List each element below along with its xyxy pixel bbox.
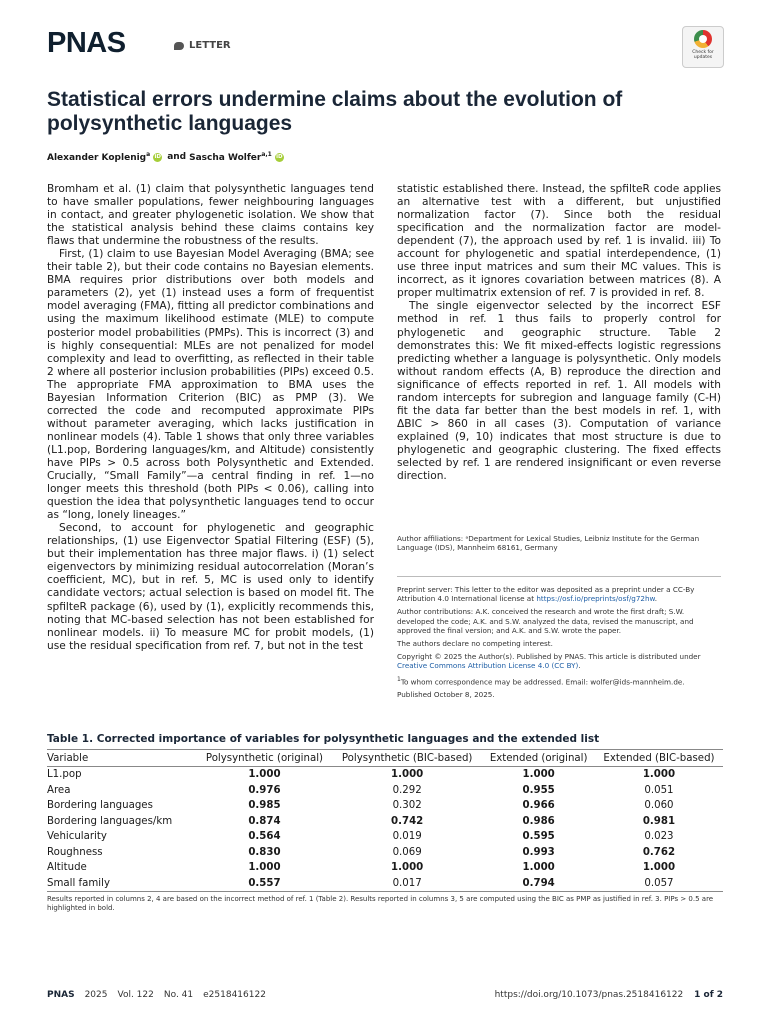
license-link[interactable]: Creative Commons Attribution License 4.0 (CC BY) [397, 661, 579, 671]
footer-journal: PNAS [47, 990, 75, 1000]
table-cell-value: 0.981 [642, 815, 676, 827]
footer-article-id: e2518416122 [203, 990, 266, 1000]
page-number: 1 of 2 [694, 990, 723, 1000]
table-cell-variable: Bordering languages/km [47, 815, 173, 827]
table-cell-value: 0.993 [522, 846, 555, 858]
orcid-icon[interactable]: iD [276, 153, 283, 160]
badge-text: Check for updates [692, 50, 714, 60]
table-cell-variable: Roughness [47, 846, 103, 858]
journal-logo: PNAS [47, 27, 126, 59]
table-cell-value: 1.000 [391, 862, 424, 874]
table-cell-value: 0.051 [644, 784, 674, 796]
table-cell-value: 0.069 [392, 846, 422, 858]
table-cell-value: 0.292 [392, 784, 422, 796]
footer-number: No. 41 [163, 990, 194, 1000]
table-cell-value: 0.976 [248, 784, 281, 796]
table-cell-value: 1.000 [642, 862, 676, 874]
competing-interest-note: The authors declare no competing interest. [397, 639, 553, 649]
table-cell-value: 0.060 [644, 800, 674, 812]
table-cell-value: 0.794 [482, 876, 595, 892]
table-cell-value: 0.595 [522, 831, 555, 843]
paragraph: First, (1) claim to use Bayesian Model Averaging (BMA; see their table 2), but their code contains no Bayesian elements. BMA requires prior distributions over both models and parameters (2), yet (1) instead uses a form of frequentist model averaging (FMA), fitting all predictor combinations and using the maximum likelihood estimate (MLE) to compute posterior model probabilities (PMPs). This is incorrect (3) and is highly consequential: MLEs are not penalized for model complexity and lead to overfitting, as reflected in their table 2 where all posterior inclusion probabilities (PIPs) exceed 0.5. The appropriate FMA approximation to BMA uses the Bayesian Information Criterion (BIC) as PMP (3). We corrected the code and recomputed approximate PIPs without parameter averaging, which lacks justification in nonlinear models (4). Table 1 shows that only three variables (L1.pop, Bordering languages/km, and Altitude) consistently have PIPs > 0.5 across both Polysynthetic and Extended. Crucially, “Small Family”—a central finding in ref. 1—no longer meets this threshold (both PIPs < 0.06), calling into question the idea that polysynthetic languages tend to occur as “long, lonely lineages.” [47, 248, 374, 522]
doi-link[interactable]: https://doi.org/10.1073/pnas.2518416122 [494, 990, 684, 1000]
table-row [47, 876, 723, 892]
table-cell-variable: Bordering languages [47, 800, 153, 812]
preprint-link[interactable]: https://osf.io/preprints/osf/g72hw [536, 594, 655, 604]
author-2[interactable]: Sascha Wolfer$^{a,1}$ [189, 151, 272, 163]
table-cell-value: 0.023 [644, 831, 674, 843]
footer-volume: Vol. 122 [117, 990, 154, 1000]
results-table [47, 749, 723, 892]
column-header: Polysynthetic (BIC-based) [332, 750, 482, 767]
update-badge-icon [694, 30, 712, 48]
author-affiliations: Author affiliations: ᵃDepartment for Lexical Studies, Leibniz Institute for the German Language (IDS), Mannheim 68161, Germany [397, 534, 700, 553]
article-title: Statistical errors undermine claims about the evolution of polysynthetic languages [47, 88, 623, 135]
table-cell-value: 0.557 [197, 876, 332, 892]
table-cell-value: 1.000 [391, 769, 424, 781]
table-cell-value: 0.966 [522, 800, 555, 812]
body-column-right [397, 183, 721, 483]
table-cell-value: 0.986 [522, 815, 555, 827]
table-cell-value: 0.057 [595, 876, 723, 892]
table-cell-value: 1.000 [522, 769, 555, 781]
column-header: Variable [47, 750, 197, 767]
table-row [47, 783, 723, 799]
table-cell-value: 1.000 [522, 862, 555, 874]
column-header: Polysynthetic (original) [197, 750, 332, 767]
table-row [47, 814, 723, 830]
table-cell-value: 0.302 [392, 800, 422, 812]
table-cell-variable: Small family [47, 876, 197, 892]
table-cell-value: 1.000 [248, 862, 281, 874]
paragraph: Bromham et al. (1) claim that polysynthetic languages tend to have smaller populations, fewer neighbouring languages in contact, and greater phylogenetic isolation. We show that the statistical analysis behind these claims contains key flaws that undermine the robustness of the results. [47, 183, 374, 248]
correspondence-note: $^1$To whom correspondence may be addressed. Email: wolfer@ids-mannheim.de. [397, 675, 685, 687]
paragraph: statistic established there. Instead, the spfilteR code applies an alternative test with a different, but unjustified normalization factor (7). Since both the residual specification and the normalization factor are model-dependent (7), the approach used by ref. 1 is invalid. iii) To account for phylogenetic and spatial interdependence, (1) use three input matrices and sum their MC values. This is incorrect, as it ignores covariation between matrices (8). A proper multimatrix extension of ref. 7 is provided in ref. 8. [397, 183, 721, 300]
article-type [174, 40, 231, 51]
column-header: Extended (original) [482, 750, 595, 767]
author-connector: and [167, 152, 187, 162]
copyright-note: Copyright © 2025 the Author(s). Published by PNAS. This article is distributed under Creative Commons Attribution License 4.0 (CC BY). [397, 652, 701, 671]
table-row [47, 829, 723, 845]
divider [397, 576, 721, 577]
footer-year: 2025 [84, 990, 108, 1000]
table-row [47, 767, 723, 783]
author-list [47, 151, 284, 163]
table-cell-value: 0.762 [642, 846, 676, 858]
footer-right [480, 990, 723, 1000]
table-cell-value: 0.017 [332, 876, 482, 892]
body-column-left [47, 183, 374, 653]
preprint-note: Preprint server: This letter to the editor was deposited as a preprint under a CC-By Attribution 4.0 International license at https://osf.io/preprints/osf/g72hw. [397, 585, 695, 604]
table-cell-value: 0.955 [522, 784, 555, 796]
letter-icon [174, 42, 184, 50]
table-cell-value: 0.830 [248, 846, 281, 858]
column-header: Extended (BIC-based) [595, 750, 723, 767]
footer-citation [47, 990, 266, 1000]
table-cell-variable: Vehicularity [47, 831, 107, 843]
table-row [47, 845, 723, 861]
table-cell-variable: L1.pop [47, 769, 82, 781]
table-cell-variable: Altitude [47, 862, 87, 874]
table-cell-value: 0.874 [248, 815, 281, 827]
table-cell-value: 0.985 [248, 800, 281, 812]
table-cell-value: 1.000 [642, 769, 676, 781]
paragraph: Second, to account for phylogenetic and geographic relationships, (1) use Eigenvector Spatial Filtering (ESF) (5), but their implementation has three major flaws. i) (1) select eigenvectors by minimizing residual autocorrelation (Moran’s coefficient, MC), but in ref. 5, MC is used only to identify candidate vectors; actual selection is based on model fit. The spfilteR package (6), used by (1), explicitly recommends this, noting that MC-based selection has not been established for nonlinear models. ii) To measure MC for probit models, (1) use the residual specification from ref. 7, but not in the test [47, 522, 374, 652]
published-date: Published October 8, 2025. [397, 690, 495, 700]
article-type-label: LETTER [189, 40, 231, 51]
table-cell-variable: Area [47, 784, 71, 796]
check-for-updates-badge[interactable] [682, 26, 724, 68]
author-1[interactable]: Alexander Koplenig$^a$ [47, 151, 151, 163]
article-notes [397, 585, 721, 703]
contributions-note: Author contributions: A.K. conceived the research and wrote the first draft; S.W. developed the code; A.K. and S.W. analyzed the data, revised the manuscript, and approved the final version; and A.K. and S.W. wrote the paper. [397, 607, 694, 635]
table-cell-value: 0.742 [391, 815, 424, 827]
table-caption: Table 1. Corrected importance of variables for polysynthetic languages and the extended list [47, 733, 600, 745]
table-cell-value: 0.564 [248, 831, 281, 843]
table-cell-value: 1.000 [248, 769, 281, 781]
orcid-icon[interactable]: iD [154, 153, 161, 160]
table-footnote: Results reported in columns 2, 4 are based on the incorrect method of ref. 1 (Table 2). Results reported in columns 3, 5 are computed using the BIC as PMP as justified in ref. 3. PIPs > 0.5 are highlighted in bold. [47, 895, 714, 912]
paragraph: The single eigenvector selected by the incorrect ESF method in ref. 1 thus fails to properly control for phylogenetic and geographic structure. Table 2 demonstrates this: We fit mixed-effects logistic regressions predicting whether a language is polysynthetic. Only models without random effects (A, B) reproduce the direction and significance of effects reported in ref. 1. All models with random intercepts for subregion and language family (C-H) fit the data far better than the best models in ref. 1, with ΔBIC > 860 in all cases (3). Computation of variance explained (9, 10) indicates that most structure is due to phylogenetic and geographic clustering. The fixed effects selected by ref. 1 are rendered insignificant or even reverse direction. [397, 300, 721, 483]
table-header-row [47, 750, 723, 767]
table-row [47, 860, 723, 876]
table-cell-value: 0.019 [392, 831, 422, 843]
table-row [47, 798, 723, 814]
